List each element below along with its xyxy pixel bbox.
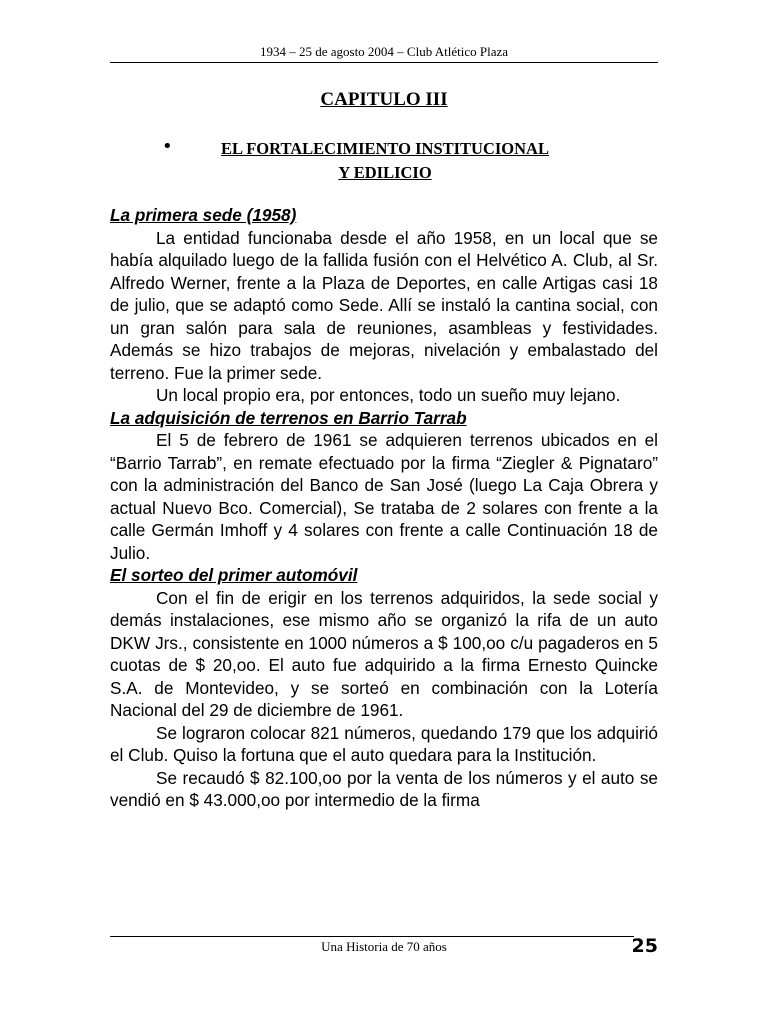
chapter-title: CAPITULO III	[320, 89, 448, 110]
section-title-line1: EL FORTALECIMIENTO INSTITUCIONAL	[221, 139, 549, 158]
bullet-icon: •	[162, 136, 173, 157]
paragraph: El 5 de febrero de 1961 se adquieren terrenos ubicados en el “Barrio Tarrab”, en remate efectuado por la firma “Ziegler & Pignataro” con la administración del Banco de San José (luego La Caja Obrera y actual Nuevo Bco. Comercial), Se trataba de 2 solares con frente a la calle Germán Imhoff y 4 solares con frente a calle Continuación 18 de Julio.	[110, 430, 658, 563]
paragraph: La entidad funcionaba desde el año 1958, en un local que se había alquilado luego de la fallida fusión con el Helvético A. Club, al Sr. Alfredo Werner, frente a la Plaza de Deportes, en calle Artigas casi 18 de julio, que se adaptó como Sede. Allí se instaló la cantina social, con un gran salón para sala de reuniones, asambleas y festividades. Además se hizo trabajos de mejoras, nivelación y embalastado del terreno. Fue la primer sede.	[110, 227, 658, 383]
subheading-primera-sede: La primera sede (1958)	[110, 205, 297, 225]
footer-rule	[110, 936, 634, 937]
page-footer: Una Historia de 70 años	[321, 939, 447, 954]
paragraph: Se lograron colocar 821 números, quedando 179 que los adquirió el Club. Quiso la fortuna que el auto quedara para la Institución.	[110, 722, 658, 765]
paragraph: Se recaudó $ 82.100,oo por la venta de los números y el auto se vendió en $ 43.000,oo por intermedio de la firma	[110, 767, 658, 810]
page-header: 1934 – 25 de agosto 2004 – Club Atlético Plaza	[259, 44, 509, 59]
section-title	[190, 137, 580, 185]
subheading-sorteo-automovil: El sorteo del primer automóvil	[110, 565, 358, 585]
section-title-line2: Y EDILICIO	[338, 163, 432, 182]
paragraph: Un local propio era, por entonces, todo un sueño muy lejano.	[156, 385, 621, 405]
subheading-adquisicion-terrenos: La adquisición de terrenos en Barrio Tarrab	[110, 407, 467, 428]
page-number: 25	[631, 935, 658, 957]
paragraph: Con el fin de erigir en los terrenos adquiridos, la sede social y demás instalaciones, ese mismo año se organizó la rifa de un auto DKW Jrs., consistente en 1000 números a $ 100,oo c/u pagaderos en 5 cuotas de $ 20,oo. El auto fue adquirido a la firma Ernesto Quincke S.A. de Montevideo, y se sorteó en combinación con la Lotería Nacional del 29 de diciembre de 1961.	[110, 587, 658, 720]
body-text	[110, 204, 658, 812]
header-rule	[110, 62, 658, 63]
